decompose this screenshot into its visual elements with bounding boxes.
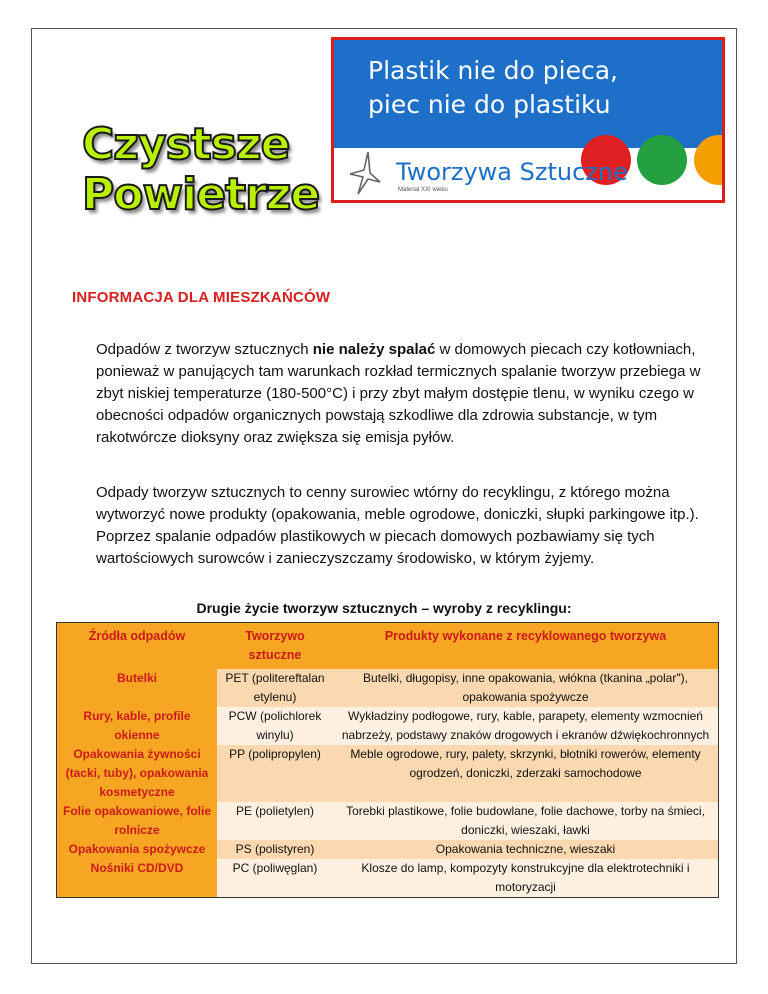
paragraph-burning-warning	[96, 339, 716, 449]
green-circle-icon	[637, 135, 687, 185]
paragraph-recycling-value: Odpady tworzyw sztucznych to cenny surowiec wtórny do recyklingu, z którego można wytworzyć nowe produkty (opakowania, meble ogrodowe, doniczki, słupki parkingowe itp.). Poprzez spalanie odpadów plastikowych w piecach domowych pozbawiamy się tych wartościowych surowców i zanieczyszczamy środowisko, w którym żyjemy.	[96, 484, 699, 567]
row-products: Butelki, długopisy, inne opakowania, włókna (tkanina „polar"), opakowania spożywcze	[333, 669, 718, 707]
row-source: Opakowania żywności (tacki, tuby), opakowania kosmetyczne	[57, 745, 217, 802]
title-line-1: Czystsze	[82, 119, 290, 170]
brand-name: Tworzywa Sztuczne	[396, 158, 628, 186]
table-row	[57, 859, 718, 897]
row-material: PET (politereftalan etylenu)	[217, 669, 333, 707]
row-material: PP (polipropylen)	[217, 745, 333, 802]
row-products: Wykładziny podłogowe, rury, kable, parapety, elementy wzmocnień nabrzeży, podstawy znaków drogowych i ekranów dźwiękochronnych	[333, 707, 718, 745]
row-products: Meble ogrodowe, rury, palety, skrzynki, błotniki rowerów, elementy ogrodzeń, doniczki, zderzaki samochodowe	[333, 745, 718, 802]
slogan-line-1: Plastik nie do pieca,	[368, 56, 618, 85]
header-source: Źródła odpadów	[57, 623, 217, 669]
row-material: PCW (polichlorek winylu)	[217, 707, 333, 745]
row-source: Butelki	[57, 669, 217, 707]
campaign-banner	[331, 37, 725, 203]
paragraph1-rest: w domowych piecach czy kotłowniach, ponieważ w panujących tam warunkach rozkład termicznych spalanie tworzyw przebiega w zbyt niskiej temperaturze (180-500°C) i przy zbyt małym dostępie tlenu, w wyniku czego w obecności odpadów organicznych powstają szkodliwe dla zdrowia substancje, w tym rakotwórcze dioksyny oraz zwiększa się emisja pyłów.	[96, 341, 701, 446]
row-products: Klosze do lamp, kompozyty konstrukcyjne dla elektrotechniki i motoryzacji	[333, 859, 718, 897]
row-source: Rury, kable, profile okienne	[57, 707, 217, 745]
banner-slogan	[368, 54, 618, 122]
campaign-title	[82, 120, 322, 220]
row-source: Nośniki CD/DVD	[57, 859, 217, 897]
row-material: PC (poliwęglan)	[217, 859, 333, 897]
slogan-line-2: piec nie do plastiku	[368, 90, 611, 119]
row-source: Opakowania spożywcze	[57, 840, 217, 859]
header-products: Produkty wykonane z recyklowanego tworzywa	[333, 623, 718, 669]
title-line-2: Powietrze	[82, 169, 320, 220]
table-row	[57, 745, 718, 802]
header-material: Tworzywo sztuczne	[217, 623, 333, 669]
table-row	[57, 669, 718, 707]
recycling-table	[57, 623, 718, 897]
table-row	[57, 707, 718, 745]
paragraph1-emphasis: nie należy spalać	[312, 341, 436, 358]
row-material: PE (polietylen)	[217, 802, 333, 840]
table-caption: Drugie życie tworzyw sztucznych – wyroby z recyklingu:	[196, 600, 572, 616]
table-header-row	[57, 623, 718, 669]
section-heading: INFORMACJA DLA MIESZKAŃCÓW	[72, 289, 331, 306]
row-source: Folie opakowaniowe, folie rolnicze	[57, 802, 217, 840]
paragraph1-start: Odpadów z tworzyw sztucznych	[96, 341, 313, 358]
brand-tagline: Materiał XXI wieku	[398, 187, 448, 193]
table-row	[57, 840, 718, 859]
star-logo-icon	[348, 150, 382, 196]
row-products: Torebki plastikowe, folie budowlane, folie dachowe, torby na śmieci, doniczki, wieszaki, ławki	[333, 802, 718, 840]
row-products: Opakowania techniczne, wieszaki	[333, 840, 718, 859]
row-material: PS (polistyren)	[217, 840, 333, 859]
table-row	[57, 802, 718, 840]
